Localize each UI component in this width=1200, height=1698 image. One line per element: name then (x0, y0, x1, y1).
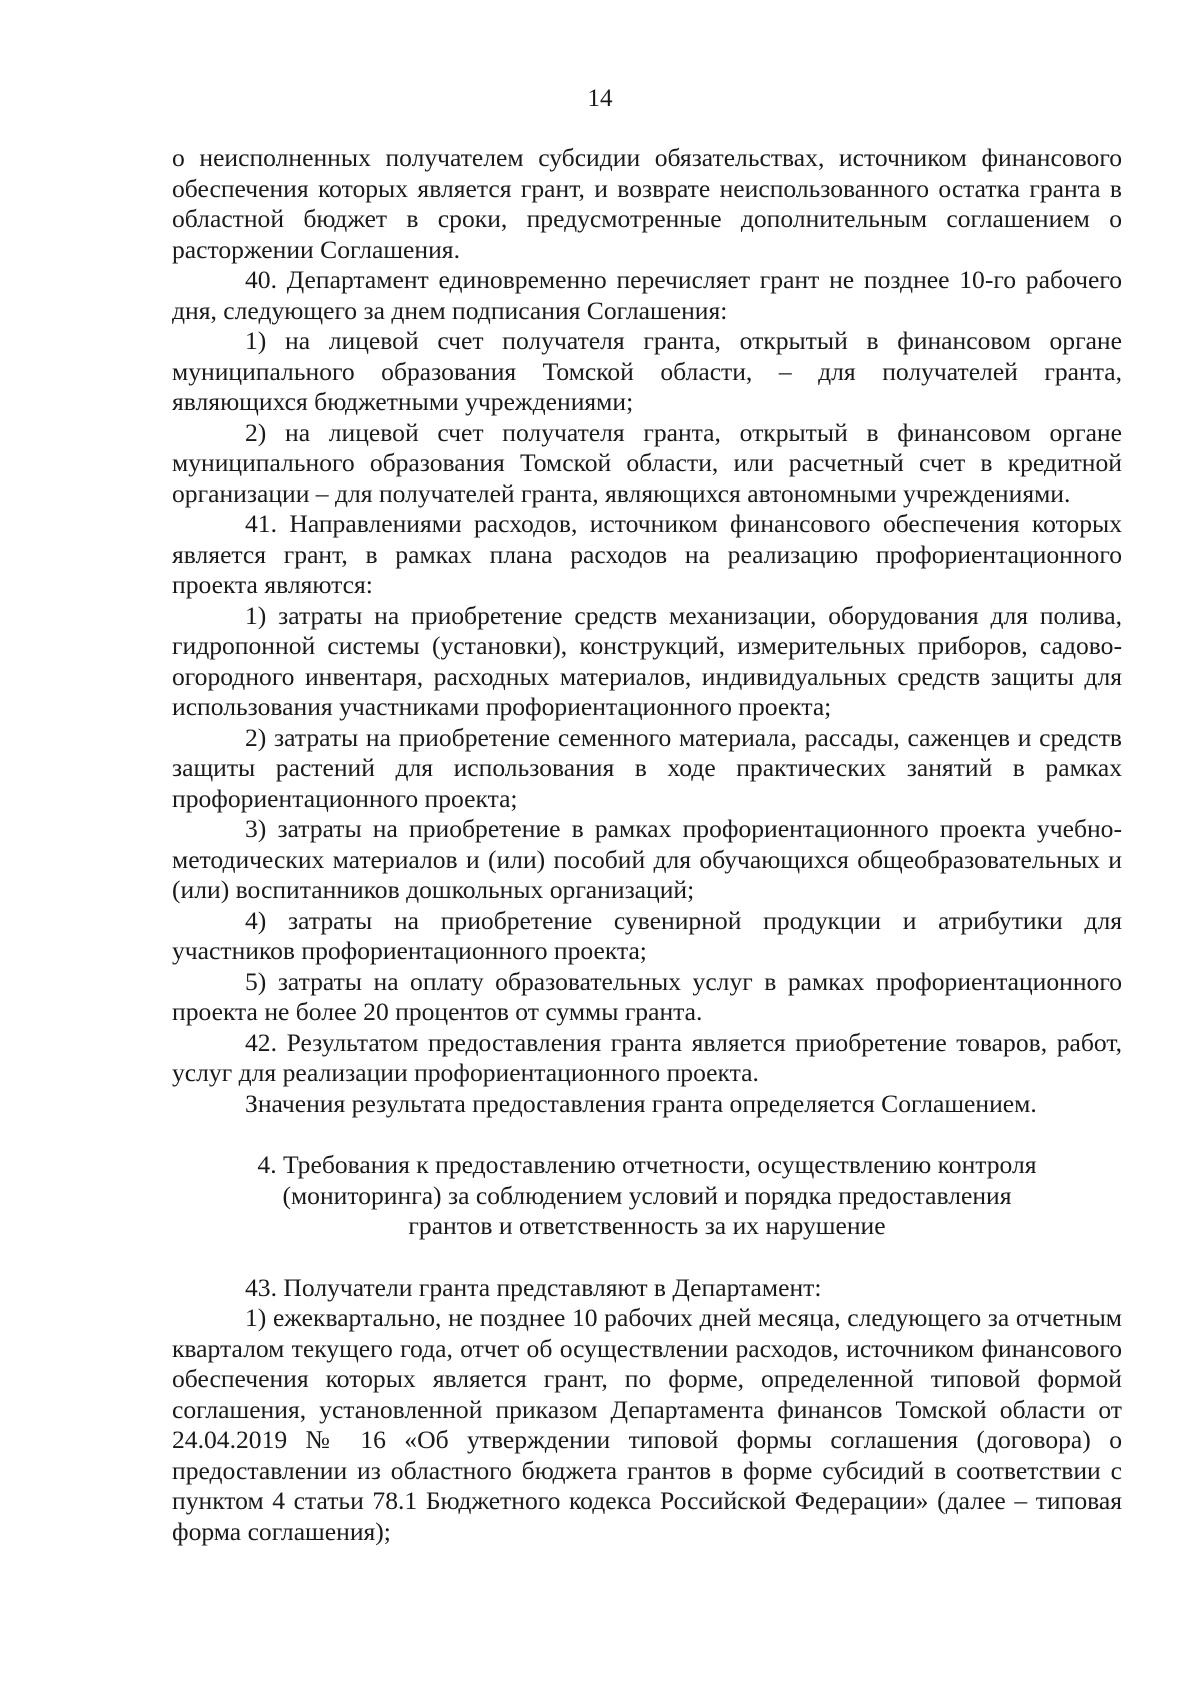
paragraph-42-values: Значения результата предоставления гранта определяется Соглашением. (245, 1088, 1037, 1118)
page-number: 14 (587, 85, 613, 112)
section-heading-line-1: 4. Требования к предоставлению отчетности, осуществлению контроля (257, 1150, 1037, 1179)
paragraph-41-item-4: 4) затраты на приобретение сувенирной продукции и атрибутики для участников профориентационного проекта; (172, 905, 1122, 965)
paragraph-40-item-2: 2) на лицевой счет получателя гранта, открытый в финансовом органе муниципального образования Томской области, или расчетный счет в кредитной организации – для получателей гранта, являющихся автономными учреждениями. (172, 417, 1122, 508)
section-heading-line-2: (мониторинга) за соблюдением условий и порядка предоставления (282, 1180, 1012, 1210)
section-heading (172, 1150, 1122, 1242)
paragraph-41: 41. Направлениями расходов, источником финансового обеспечения которых является грант, в рамках плана расходов на реализацию профориентационного проекта являются: (172, 509, 1122, 599)
paragraph-41-item-1: 1) затраты на приобретение средств механизации, оборудования для полива, гидропонной системы (установки), конструкций, измерительных приборов, садово-огородного инвентаря, расходных материалов, индивидуальных средств защиты для использования участниками профориентационного проекта; (172, 600, 1122, 721)
paragraph-41-item-5: 5) затраты на оплату образовательных услуг в рамках профориентационного проекта не более 20 процентов от суммы гранта. (172, 966, 1122, 1026)
paragraph-40: 40. Департамент единовременно перечисляет грант не позднее 10-го рабочего дня, следующего за днем подписания Соглашения: (172, 265, 1122, 325)
paragraph-42: 42. Результатом предоставления гранта является приобретение товаров, работ, услуг для реализации профориентационного проекта. (172, 1027, 1122, 1087)
paragraph-continuation: о неисполненных получателем субсидии обязательствах, источником финансового обеспечения которых является грант, и возврате неиспользованного остатка гранта в областной бюджет в сроки, предусмотренные дополнительным соглашением о расторжении Соглашения. (172, 143, 1122, 264)
paragraph-41-item-3: 3) затраты на приобретение в рамках профориентационного проекта учебно-методических материалов и (или) пособий для обучающихся общеобразовательных и (или) воспитанников дошкольных организаций; (172, 814, 1122, 904)
paragraph-40-item-1: 1) на лицевой счет получателя гранта, открытый в финансовом органе муниципального образования Томской области, – для получателей гранта, являющихся бюджетными учреждениями; (172, 326, 1122, 416)
paragraph-43: 43. Получатели гранта представляют в Департамент: (245, 1272, 822, 1302)
document-body (172, 143, 1122, 1547)
section-heading-line-3: грантов и ответственность за их нарушение (408, 1211, 886, 1240)
paragraph-41-item-2: 2) затраты на приобретение семенного материала, рассады, саженцев и средств защиты растений для использования в ходе практических занятий в рамках профориентационного проекта; (172, 722, 1122, 813)
paragraph-43-item-1: 1) ежеквартально, не позднее 10 рабочих дней месяца, следующего за отчетным кварталом текущего года, отчет об осуществлении расходов, источником финансового обеспечения которых является грант, по форме, определенной типовой формой соглашения, установленной приказом Департамента финансов Томской области от 24.04.2019 № 16 «Об утверждении типовой формы соглашения (договора) о предоставлении из областного бюджета грантов в форме субсидий в соответствии с пунктом 4 статьи 78.1 Бюджетного кодекса Российской Федерации» (далее – типовая форма соглашения); (172, 1303, 1122, 1546)
